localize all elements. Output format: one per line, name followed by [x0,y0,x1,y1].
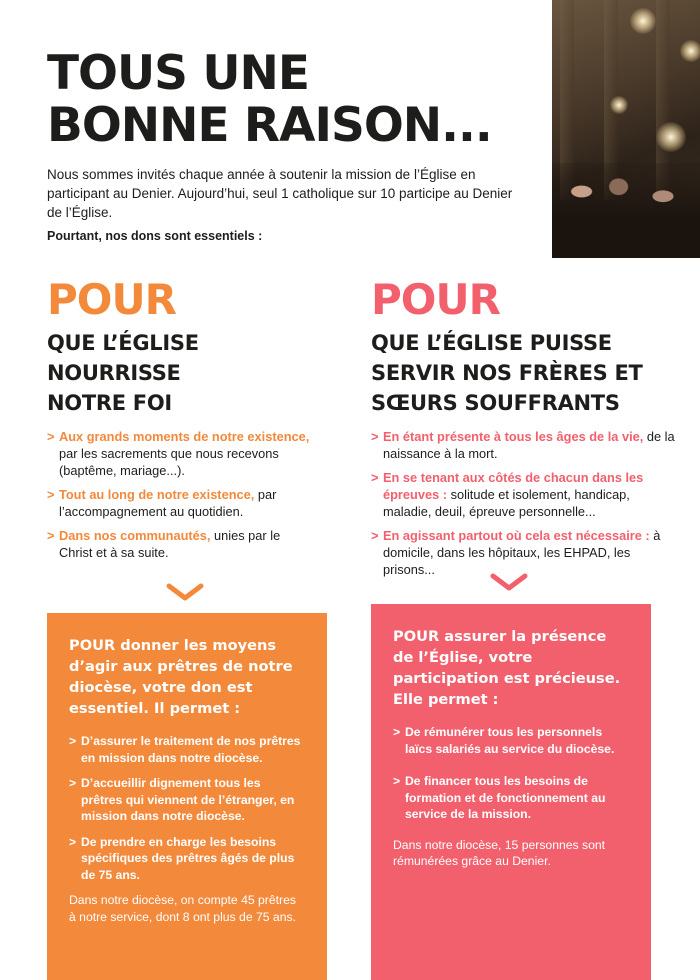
list-item [393,724,629,757]
pour-word: POUR [371,275,500,324]
bullet-highlight: En se tenant aux côtés de chacun dans les épreuves : [383,470,644,502]
intro-paragraph: Nous sommes invités chaque année à soutenir la mission de l’Église en participant au Denier. Aujourd’hui, seul 1 catholique sur 10 participe au Denier de l’Église. [47,167,513,220]
box-list [69,733,305,883]
bullet-marker: > [69,734,77,748]
box-item-text: D’accueillir dignement tous les prêtres qui viennent de l’étranger, en mission dans notre diocèse. [81,776,295,823]
chevron-down-icon [165,582,205,602]
list-item [47,486,317,520]
bullet-marker: > [393,725,401,739]
list-item [47,428,317,479]
info-box-church-presence [371,604,651,980]
title-line-2: BONNE RAISON... [47,98,492,153]
bullet-text: à domicile, dans les hôpitaux, les EHPAD, les prisons... [383,528,661,577]
bullet-marker: > [371,470,379,485]
box-note: Dans notre diocèse, on compte 45 prêtres à notre service, dont 8 ont plus de 75 ans. [69,893,296,924]
subhead-line: QUE L’ÉGLISE [47,331,199,355]
list-item [371,527,676,578]
list-item [393,773,629,823]
subhead-line: NOURRISSE [47,361,181,385]
subhead-line: QUE L’ÉGLISE PUISSE [371,331,612,355]
title-line-1: TOUS UNE [47,46,309,101]
list-item [371,428,676,462]
list-item [69,733,305,766]
bullet-text: solitude et isolement, handicap, maladie, deuil, épreuve personnelle... [383,487,630,519]
page-title [47,48,537,152]
subhead-left [47,328,347,418]
church-candles-photo [552,0,700,258]
bullet-text: de la naissance à la mort. [383,429,675,461]
bullet-marker: > [69,776,77,790]
pour-heading-right [371,275,500,324]
subhead-line: NOTRE FOI [47,391,172,415]
box-item-text: De rémunérer tous les personnels laïcs salariés au service du diocèse. [405,725,615,756]
bullet-text: par l’accompagnement au quotidien. [59,487,277,519]
bullet-marker: > [69,834,77,849]
box-heading: POUR donner les moyens d’agir aux prêtres de notre diocèse, votre don est essentiel. Il permet : [69,637,293,717]
bullet-marker: > [393,774,401,788]
list-item [69,775,305,825]
bullet-marker: > [47,528,55,543]
chevron-down-icon [489,572,529,592]
pour-word: POUR [47,275,176,324]
bullet-highlight: Aux grands moments de notre existence, [59,429,310,444]
list-item [371,469,676,520]
info-box-priests [47,613,327,980]
box-note: Dans notre diocèse, 15 personnes sont rémunérées grâce au Denier. [393,837,606,868]
subhead-line: SŒURS SOUFFRANTS [371,391,620,415]
bullet-highlight: Dans nos communautés, [59,528,211,543]
bullets-right [371,428,676,585]
bullet-highlight: En agissant partout où cela est nécessaire : [383,528,650,543]
subhead-right [371,328,691,418]
bullets-left [47,428,317,568]
box-item-text: De financer tous les besoins de formation et de fonctionnement au service de la mission. [405,774,606,821]
intro-strong: Pourtant, nos dons sont essentiels : [47,229,263,243]
bullet-marker: > [47,487,55,502]
list-item [47,527,317,561]
pour-heading-left [47,275,176,324]
bullet-marker: > [371,528,379,543]
box-item-text: De prendre en charge les besoins spécifiques des prêtres âgés de plus de 75 ans. [81,834,295,882]
bullet-text: par les sacrements que nous recevons (baptême, mariage...). [59,446,279,478]
list-item [69,834,305,884]
bullet-highlight: En étant présente à tous les âges de la vie, [383,429,644,444]
bullet-marker: > [47,429,55,444]
box-list [393,724,629,823]
subhead-line: SERVIR NOS FRÈRES ET [371,361,643,385]
box-item-text: D’assurer le traitement de nos prêtres en mission dans notre diocèse. [81,734,301,765]
bullet-marker: > [371,429,379,444]
bullet-text: unies par le Christ et à sa suite. [59,528,281,560]
bullet-highlight: Tout au long de notre existence, [59,487,255,502]
box-heading: POUR assurer la présence de l’Église, votre participation est précieuse. Elle permet : [393,628,621,708]
